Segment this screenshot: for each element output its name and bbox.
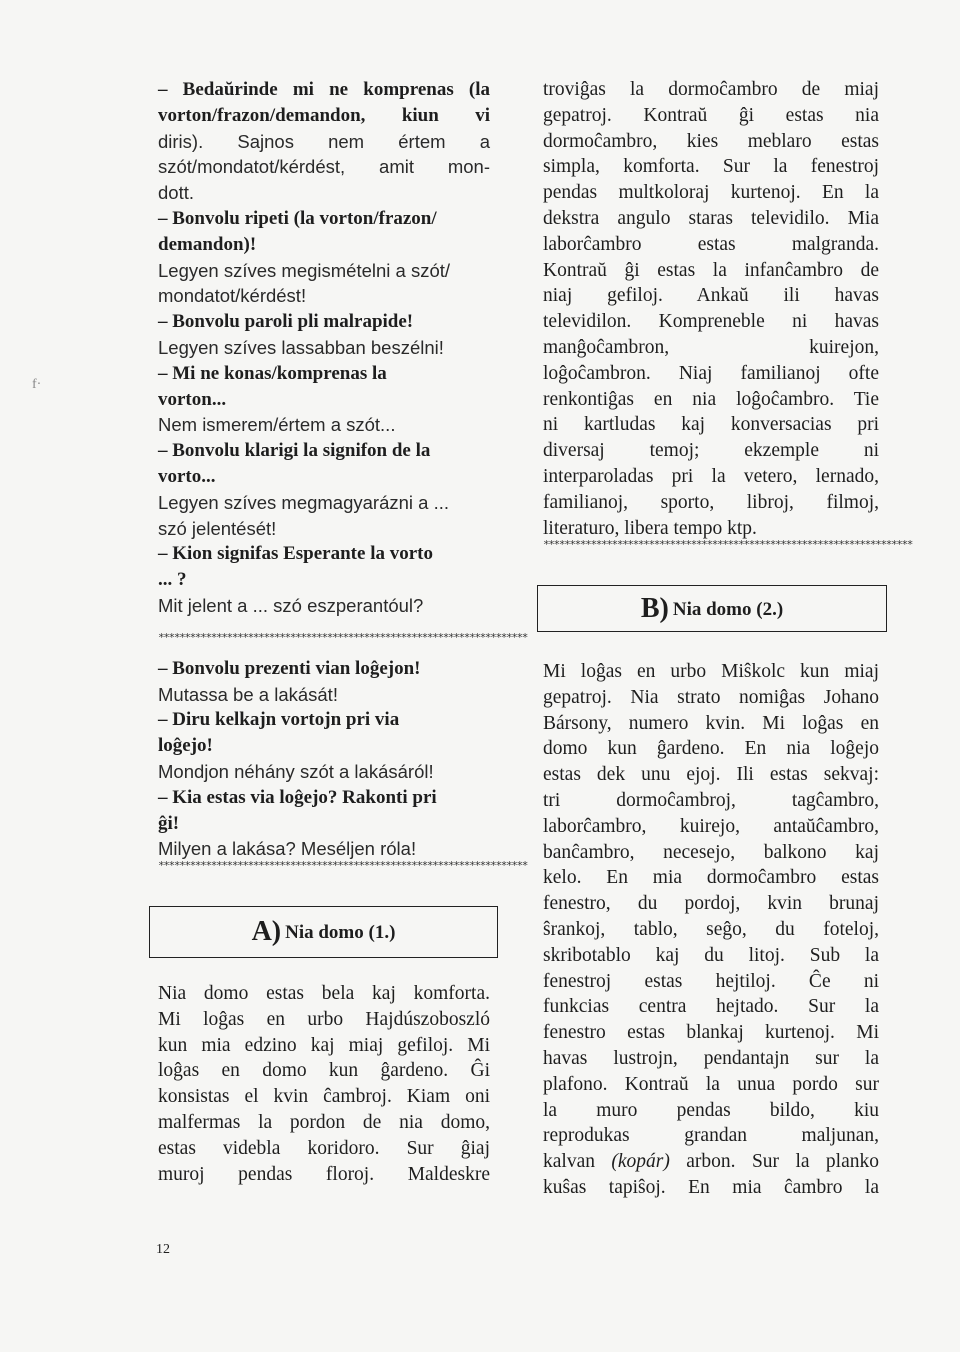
text-line: mondatot/kérdést! bbox=[158, 285, 307, 307]
text-line: malfermas la pordon de nia domo, bbox=[158, 1111, 490, 1133]
text-line: kun mia edzino kaj miaj gefiloj. Mi bbox=[158, 1034, 490, 1056]
text-line: vorton... bbox=[158, 388, 227, 410]
text-line: – Mi ne konas/komprenas la bbox=[158, 362, 387, 384]
text-line: troviĝas la dormoĉambro de miaj bbox=[543, 79, 879, 100]
text-line: banĉambro, necesejo, balkono kaj bbox=[543, 841, 879, 863]
text-line: kuŝas tapiŝoj. En mia ĉambro la bbox=[543, 1176, 879, 1198]
text-line: – Bonvolu paroli pli malrapide! bbox=[158, 311, 414, 333]
paragraph-continued bbox=[543, 77, 879, 541]
text-line: estas dek unu ejoj. Ili estas sekvaj: bbox=[543, 764, 879, 786]
text-line: ... ? bbox=[158, 569, 187, 591]
section-b-title: Nia domo (2.) bbox=[672, 599, 784, 620]
phrase-list bbox=[158, 77, 490, 619]
text-line: gepatroj. Nia strato nomiĝas Johano bbox=[543, 686, 879, 708]
text-line: Mi loĝas en urbo Hajdúszoboszló bbox=[158, 1008, 490, 1030]
text-line: – Kia estas via loĝejo? Rakonti pri bbox=[158, 786, 437, 808]
text-line: Mondjon néhány szót a lakásáról! bbox=[158, 760, 434, 782]
text-line: Bársony, numero kvin. Mi loĝas en bbox=[543, 712, 879, 734]
text-line: – Bonvolu klarigi la signifon de la bbox=[158, 440, 431, 462]
text-line: Legyen szíves megismételni a szót/ bbox=[158, 259, 451, 281]
text-line: Mit jelent a ... szó eszperantóul? bbox=[158, 594, 424, 616]
text-line: renkontiĝas en nia loĝoĉambro. Tie bbox=[543, 388, 879, 410]
section-b-letter: B) bbox=[640, 593, 669, 624]
text-line: laborĉambro estas malgranda. bbox=[543, 233, 879, 255]
text-line: familianoj, sporto, libroj, filmoj, bbox=[543, 491, 879, 513]
text-line: literaturo, libera tempo ktp. bbox=[543, 517, 757, 539]
text-line: kalvan (kopár) arbon. Sur la planko bbox=[543, 1151, 879, 1173]
text-line: funkcias centra hejtado. Sur la bbox=[543, 996, 879, 1018]
text-line: – Bonvolu prezenti vian loĝejon! bbox=[158, 657, 421, 679]
text-line: Mutassa be a lakását! bbox=[158, 683, 338, 705]
text-line: plafono. Kontraŭ la unua pordo sur bbox=[543, 1073, 879, 1095]
text-line: ni kartludas kaj konversacias pri bbox=[543, 414, 879, 436]
text-line: fenestro estas blankaj kurtenoj. Mi bbox=[543, 1022, 879, 1044]
text-line: loĝejo! bbox=[158, 735, 213, 757]
page-number: 12 bbox=[156, 1242, 170, 1257]
prompt-list bbox=[158, 656, 490, 862]
text-line: muroj pendas floroj. Maldeskre bbox=[158, 1163, 490, 1185]
text-line: interparoladas pri la vetero, lernado, bbox=[543, 465, 879, 487]
text-line: simpla, komforta. Sur la fenestroj bbox=[543, 156, 879, 178]
text-line: kelo. En mia dormoĉambro estas bbox=[543, 867, 879, 889]
text-line: Legyen szíves lassabban beszélni! bbox=[158, 336, 444, 358]
text-line: Milyen a lakása? Meséljen róla! bbox=[158, 838, 417, 860]
right-column bbox=[543, 77, 913, 552]
left-column bbox=[158, 77, 528, 873]
text-line: szót/mondatot/kérdést, amit mon- bbox=[158, 156, 490, 178]
star-divider: ********************************************************************** bbox=[158, 630, 528, 644]
text-line: – Kion signifas Esperante la vorto bbox=[158, 543, 433, 565]
text-line: vorto... bbox=[158, 465, 216, 487]
text-line: diris). Sajnos nem értem a bbox=[158, 130, 490, 152]
text-line: demandon)! bbox=[158, 233, 257, 255]
text-line: fenestroj estas hejtiloj. Ĉe ni bbox=[543, 970, 879, 992]
text-line: Mi loĝas en urbo Miŝkolc kun miaj bbox=[543, 661, 879, 682]
paragraph-nia-domo-2 bbox=[543, 659, 879, 1201]
text-line: niaj gefiloj. Ankaŭ ili havas bbox=[543, 285, 879, 307]
text-line: Nia domo estas bela kaj komforta. bbox=[158, 983, 490, 1004]
section-a-heading bbox=[149, 906, 498, 958]
text-line: loĝas en domo kun ĝardeno. Ĝi bbox=[158, 1060, 490, 1082]
text-line: loĝoĉambron. Niaj familianoj ofte bbox=[543, 362, 879, 384]
text-line: domo kun ĝardeno. En nia loĝejo bbox=[543, 738, 879, 760]
section-a-letter: A) bbox=[251, 916, 282, 947]
text-line: ŝrankoj, tablo, seĝo, du foteloj, bbox=[543, 918, 879, 940]
text-line: dekstra angulo staras televidilo. Mia bbox=[543, 207, 879, 229]
star-divider: ********************************************************************** bbox=[543, 538, 913, 552]
text-line: szó jelentését! bbox=[158, 517, 277, 539]
left-body bbox=[158, 981, 490, 1187]
margin-mark: f· bbox=[32, 377, 42, 392]
text-line: estas videbla koridoro. Sur ĝiaj bbox=[158, 1137, 490, 1159]
text-line: ĝi! bbox=[158, 812, 180, 834]
text-line: televidilon. Kompreneble ni havas bbox=[543, 311, 879, 333]
text-line: reprodukas grandan maljunan, bbox=[543, 1125, 879, 1147]
text-line: konsistas el kvin ĉambroj. Kiam oni bbox=[158, 1086, 490, 1108]
paragraph-nia-domo-1 bbox=[158, 981, 490, 1187]
text-line: diversaj temoj; ekzemple ni bbox=[543, 440, 879, 462]
text-line: – Bedaŭrinde mi ne komprenas (la bbox=[158, 79, 490, 100]
text-line: tri dormoĉambroj, tagĉambro, bbox=[543, 789, 879, 811]
text-line: dormoĉambro, kies meblaro estas bbox=[543, 130, 879, 152]
text-line: gepatroj. Kontraŭ ĝi estas nia bbox=[543, 104, 879, 126]
text-line: Kontraŭ ĝi estas la infanĉambro de bbox=[543, 259, 879, 281]
text-line: dott. bbox=[158, 182, 194, 204]
section-b-heading bbox=[537, 585, 887, 632]
text-line: vorton/frazon/demandon, kiun vi bbox=[158, 104, 490, 126]
text-line: laborĉambro, kuirejo, antaŭĉambro, bbox=[543, 815, 879, 837]
text-line: fenestro, du pordoj, kvin brunaj bbox=[543, 893, 879, 915]
text-line: Legyen szíves megmagyarázni a ... bbox=[158, 491, 450, 513]
text-line: – Bonvolu ripeti (la vorton/frazon/ bbox=[158, 207, 437, 229]
text-line: – Diru kelkajn vortojn pri via bbox=[158, 709, 400, 731]
star-divider: ********************************************************************** bbox=[158, 859, 528, 873]
text-line: havas lustrojn, pendantajn sur la bbox=[543, 1047, 879, 1069]
text-line: pendas multkoloraj kurtenoj. En la bbox=[543, 182, 879, 204]
text-line: Nem ismerem/értem a szót... bbox=[158, 414, 396, 436]
text-line: manĝoĉambron, kuirejon, bbox=[543, 336, 879, 358]
text-line: skribotablo kaj du litoj. Sub la bbox=[543, 944, 879, 966]
text-line: la muro pendas bildo, kiu bbox=[543, 1099, 879, 1121]
right-body bbox=[543, 659, 879, 1201]
section-a-title: Nia domo (1.) bbox=[285, 922, 396, 943]
